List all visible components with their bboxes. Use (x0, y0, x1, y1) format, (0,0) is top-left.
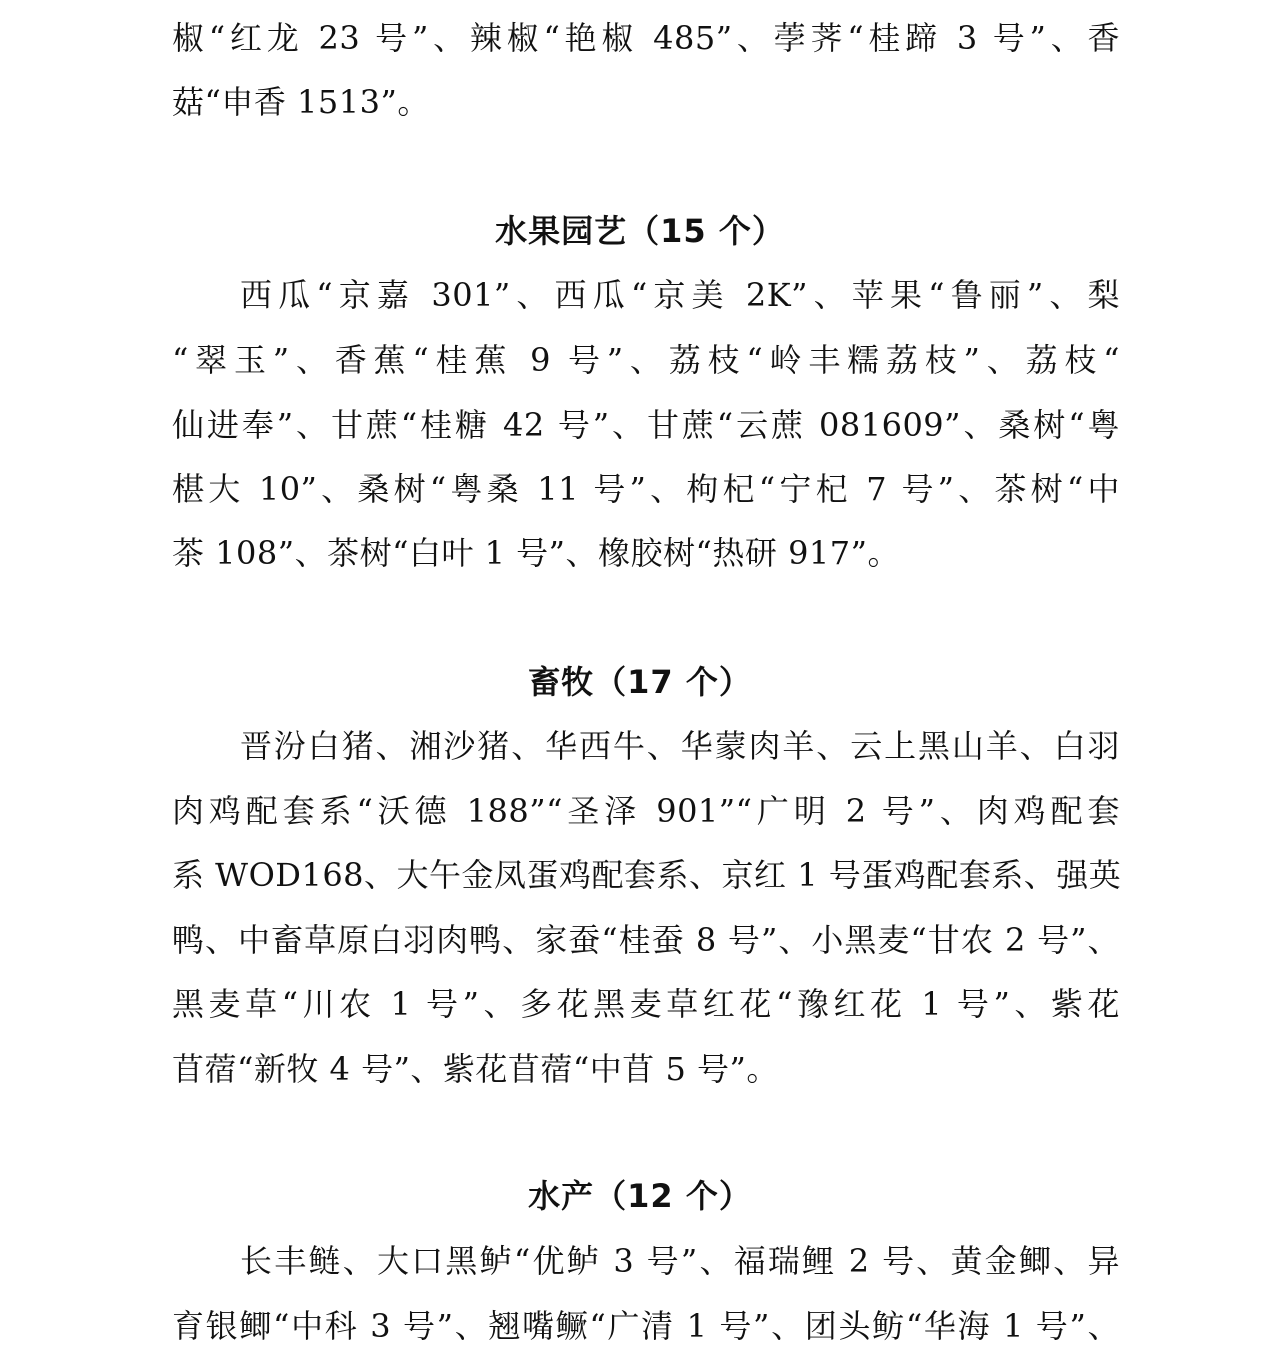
livestock-line-6: 苜蓿“新牧 4 号”、紫花苜蓿“中苜 5 号”。 (172, 1050, 779, 1088)
section-heading-livestock: 畜牧（17 个） (528, 663, 752, 701)
livestock-line-1: 晋汾白猪、湘沙猪、华西牛、华蒙肉羊、云上黑山羊、白羽 (240, 727, 1120, 765)
section-heading-fruit-horticulture: 水果园艺（15 个） (495, 212, 785, 250)
livestock-line-5: 黑麦草“川农 1 号”、多花黑麦草红花“豫红花 1 号”、紫花 (172, 985, 1120, 1023)
section-heading-aquatic: 水产（12 个） (528, 1177, 752, 1215)
intro-line-2: 菇“申香 1513”。 (172, 83, 430, 121)
fruit-line-5: 茶 108”、茶树“白叶 1 号”、橡胶树“热研 917”。 (172, 534, 901, 572)
aquatic-line-1: 长丰鲢、大口黑鲈“优鲈 3 号”、福瑞鲤 2 号、黄金鲫、异 (240, 1242, 1120, 1280)
fruit-line-2: “翠玉”、香蕉“桂蕉 9 号”、荔枝“岭丰糯荔枝”、荔枝“ (172, 341, 1120, 379)
intro-line-1: 椒“红龙 23 号”、辣椒“艳椒 485”、荸荠“桂蹄 3 号”、香 (172, 19, 1120, 57)
aquatic-line-2: 育银鲫“中科 3 号”、翘嘴鳜“广清 1 号”、团头鲂“华海 1 号”、 (172, 1307, 1120, 1345)
fruit-line-1: 西瓜“京嘉 301”、西瓜“京美 2K”、苹果“鲁丽”、梨 (240, 276, 1120, 314)
livestock-line-4: 鸭、中畜草原白羽肉鸭、家蚕“桂蚕 8 号”、小黑麦“甘农 2 号”、 (172, 921, 1120, 959)
fruit-line-3: 仙进奉”、甘蔗“桂糖 42 号”、甘蔗“云蔗 081609”、桑树“粤 (172, 406, 1120, 444)
fruit-line-4: 椹大 10”、桑树“粤桑 11 号”、枸杞“宁杞 7 号”、茶树“中 (172, 470, 1120, 508)
livestock-line-2: 肉鸡配套系“沃德 188”“圣泽 901”“广明 2 号”、肉鸡配套 (172, 792, 1120, 830)
livestock-line-3: 系 WOD168、大午金凤蛋鸡配套系、京红 1 号蛋鸡配套系、强英 (172, 856, 1122, 894)
